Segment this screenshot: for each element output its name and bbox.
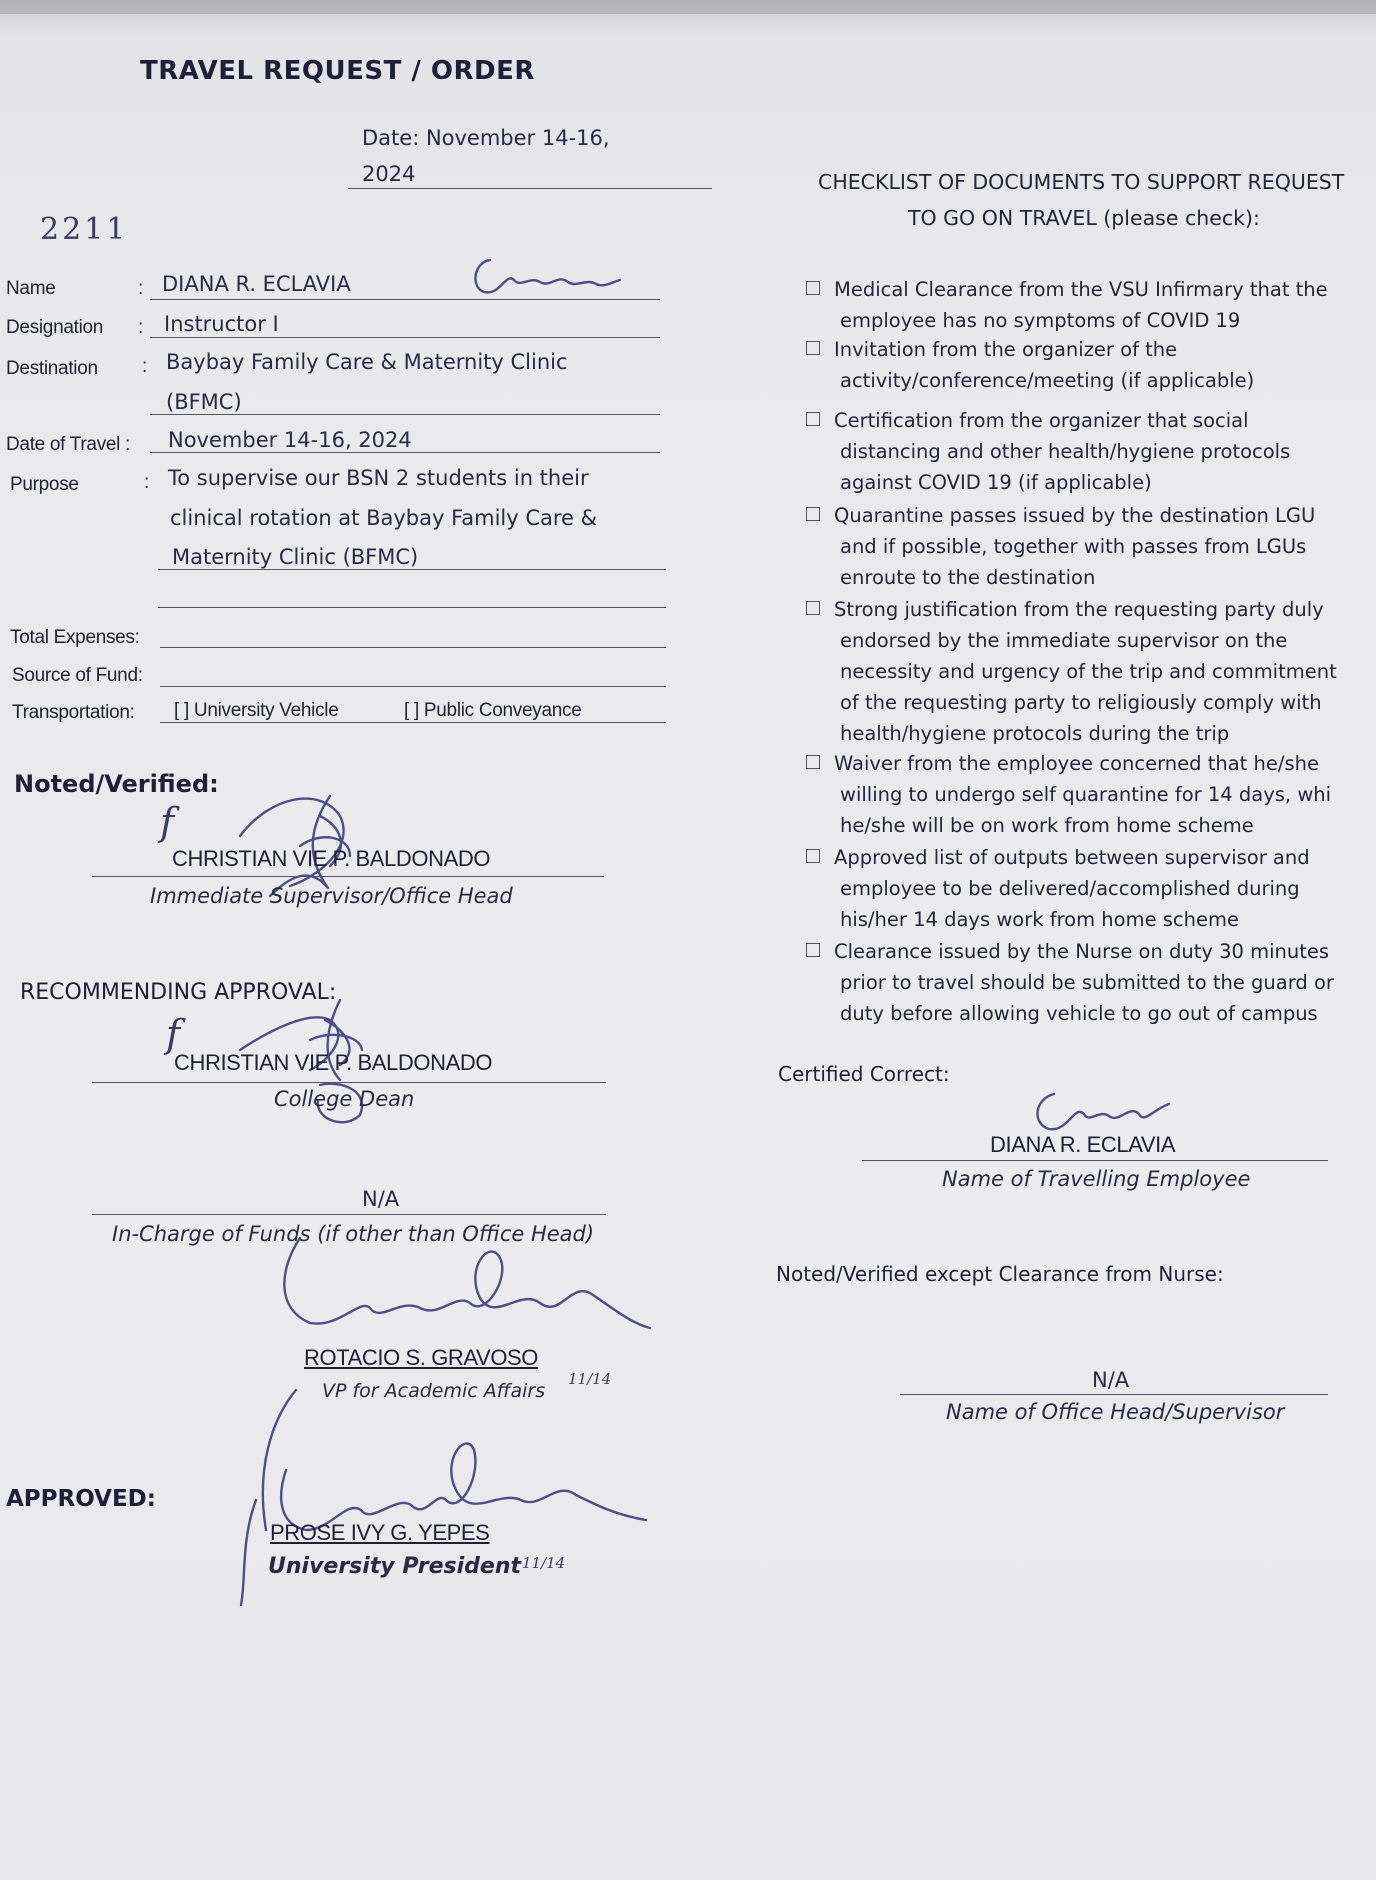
checklist-text: necessity and urgency of the trip and commitment	[840, 660, 1337, 683]
dean-role: College Dean	[274, 1087, 415, 1111]
office-head-value: N/A	[1092, 1368, 1130, 1392]
date-year: 2024	[362, 162, 416, 186]
checklist-text: Approved list of outputs between supervisor and	[834, 846, 1310, 869]
transportation-underline	[160, 722, 666, 723]
employee-underline	[862, 1160, 1328, 1161]
recommending-approval-heading: RECOMMENDING APPROVAL:	[20, 980, 337, 1005]
checklist-text: of the requesting party to religiously comply with	[840, 691, 1322, 714]
checklist-text: willing to undergo self quarantine for 14 days, whi	[840, 783, 1332, 806]
designation-colon: :	[138, 317, 143, 338]
vp-signature	[270, 1228, 660, 1348]
checklist-heading-1: CHECKLIST OF DOCUMENTS TO SUPPORT REQUEST	[818, 170, 1345, 194]
checklist-text: endorsed by the immediate supervisor on the	[840, 629, 1288, 652]
total-expenses-underline	[160, 647, 666, 648]
transportation-label: Transportation:	[12, 702, 135, 723]
checklist-text: health/hygiene protocols during the trip	[840, 722, 1230, 745]
checklist-text: employee has no symptoms of COVID 19	[840, 309, 1241, 332]
handwritten-number: 2211	[40, 212, 129, 247]
certified-correct-heading: Certified Correct:	[778, 1062, 950, 1086]
funds-role: In-Charge of Funds (if other than Office Head)	[112, 1222, 595, 1246]
president-role: University President	[268, 1554, 522, 1579]
noted-except-nurse-heading: Noted/Verified except Clearance from Nurse:	[776, 1262, 1224, 1286]
destination-value-1: Baybay Family Care & Maternity Clinic	[166, 350, 568, 374]
checkbox-icon[interactable]	[806, 412, 820, 426]
supervisor-initial-mark: f	[160, 800, 175, 844]
checklist-text: prior to travel should be submitted to the guard or	[840, 971, 1334, 994]
checklist-text: Invitation from the organizer of the	[834, 338, 1178, 361]
source-of-fund-label: Source of Fund:	[12, 665, 143, 686]
checklist-text: Clearance issued by the Nurse on duty 30 minutes	[834, 940, 1330, 963]
supervisor-underline	[92, 876, 604, 877]
checklist-text: activity/conference/meeting (if applicable)	[840, 369, 1255, 392]
purpose-line-1: To supervise our BSN 2 students in their	[168, 466, 589, 490]
date-underline	[348, 188, 712, 189]
checklist-text: Waiver from the employee concerned that he/she	[834, 752, 1319, 775]
checklist-item-invitation[interactable]	[806, 334, 1254, 396]
employee-name: DIANA R. ECLAVIA	[990, 1132, 1176, 1157]
dean-name: CHRISTIAN VIE P. BALDONADO	[174, 1050, 493, 1075]
checklist-heading-2: TO GO ON TRAVEL (please check):	[908, 206, 1260, 230]
office-head-underline	[900, 1394, 1328, 1395]
destination-value-2: (BFMC)	[166, 390, 242, 414]
checkbox-icon[interactable]	[806, 507, 820, 521]
purpose-colon: :	[144, 472, 149, 493]
date-label: Date: November 14-16,	[362, 126, 610, 150]
checklist-text: against COVID 19 (if applicable)	[840, 471, 1152, 494]
checklist-text: and if possible, together with passes from LGUs	[840, 535, 1307, 558]
date-of-travel-label: Date of Travel :	[6, 434, 131, 455]
date-of-travel-value: November 14-16, 2024	[168, 428, 412, 452]
checklist-text: employee to be delivered/accomplished during	[840, 877, 1300, 900]
checkbox-icon[interactable]	[806, 755, 820, 769]
supervisor-name: CHRISTIAN VIE P. BALDONADO	[172, 846, 491, 871]
checklist-text: Quarantine passes issued by the destination LGU	[834, 504, 1316, 527]
employee-role: Name of Travelling Employee	[942, 1167, 1251, 1191]
designation-label: Designation	[6, 317, 104, 338]
transport-option-public-conveyance[interactable]: [ ] Public Conveyance	[404, 700, 582, 721]
name-value: DIANA R. ECLAVIA	[162, 272, 351, 296]
checklist-item-approved-outputs[interactable]	[806, 842, 1310, 935]
designation-underline	[150, 337, 660, 338]
checklist-text: Certification from the organizer that social	[834, 409, 1249, 432]
checklist-item-medical-clearance[interactable]	[806, 274, 1328, 336]
purpose-line-2: clinical rotation at Baybay Family Care &	[170, 506, 598, 530]
supervisor-role: Immediate Supervisor/Office Head	[150, 884, 513, 908]
name-field-signature	[462, 252, 622, 302]
name-colon: :	[138, 278, 143, 299]
dean-initial-mark: f	[166, 1012, 181, 1056]
total-expenses-label: Total Expenses:	[10, 627, 140, 648]
transport-option-university-vehicle[interactable]: [ ] University Vehicle	[174, 700, 339, 721]
checkbox-icon[interactable]	[806, 849, 820, 863]
checkbox-icon[interactable]	[806, 281, 820, 295]
checklist-item-strong-justification[interactable]	[806, 594, 1337, 749]
checklist-item-certification[interactable]	[806, 405, 1290, 498]
funds-value: N/A	[362, 1187, 400, 1211]
form-title: TRAVEL REQUEST / ORDER	[140, 56, 535, 86]
funds-underline	[92, 1214, 606, 1215]
president-date-initial: 11/14	[522, 1554, 566, 1572]
checkbox-icon[interactable]	[806, 341, 820, 355]
purpose-underline-2	[158, 607, 666, 608]
checklist-item-quarantine-passes[interactable]	[806, 500, 1315, 593]
dean-underline	[92, 1082, 606, 1083]
checklist-item-nurse-clearance[interactable]	[806, 936, 1334, 1029]
checkbox-icon[interactable]	[806, 943, 820, 957]
checklist-text: duty before allowing vehicle to go out of campus	[840, 1002, 1318, 1025]
checklist-text: Medical Clearance from the VSU Infirmary that the	[834, 278, 1328, 301]
date-of-travel-underline	[150, 452, 660, 453]
vp-name: ROTACIO S. GRAVOSO	[304, 1345, 539, 1370]
destination-underline	[150, 414, 660, 415]
checkbox-icon[interactable]	[806, 601, 820, 615]
designation-value: Instructor I	[164, 312, 279, 336]
approved-heading: APPROVED:	[6, 1486, 156, 1512]
vp-role: VP for Academic Affairs	[322, 1380, 546, 1402]
purpose-label: Purpose	[10, 474, 79, 495]
name-label: Name	[6, 278, 56, 299]
checklist-text: Strong justification from the requesting party duly	[834, 598, 1324, 621]
destination-label: Destination	[6, 358, 98, 379]
checklist-text: he/she will be on work from home scheme	[840, 814, 1254, 837]
checklist-text: his/her 14 days work from home scheme	[840, 908, 1239, 931]
checklist-item-waiver[interactable]	[806, 748, 1331, 841]
source-of-fund-underline	[160, 686, 666, 687]
purpose-line-3: Maternity Clinic (BFMC)	[172, 545, 419, 569]
office-head-role: Name of Office Head/Supervisor	[946, 1400, 1285, 1424]
purpose-underline-1	[158, 569, 666, 570]
president-name: PROSE IVY G. YEPES	[270, 1520, 490, 1545]
checklist-text: enroute to the destination	[840, 566, 1096, 589]
vp-date-initial: 11/14	[568, 1370, 612, 1388]
top-edge-shadow	[0, 0, 1376, 14]
checklist-text: distancing and other health/hygiene protocols	[840, 440, 1291, 463]
destination-colon: :	[142, 356, 147, 377]
noted-verified-heading: Noted/Verified:	[14, 770, 219, 798]
